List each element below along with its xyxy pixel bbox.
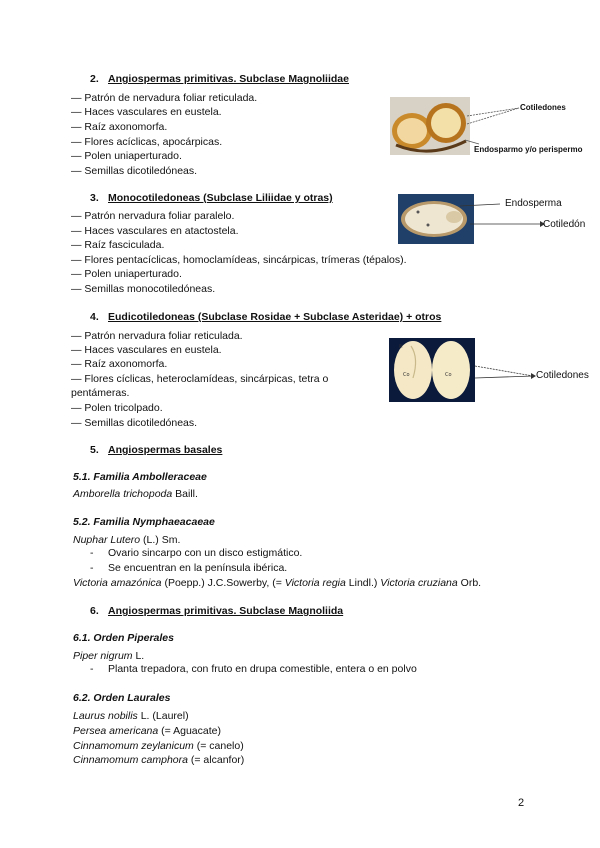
species-author: L. (Laurel) bbox=[137, 710, 189, 722]
species-name: Persea americana bbox=[73, 725, 159, 737]
figure-label: Cotiledones bbox=[536, 370, 589, 381]
list-item: pentámeras. bbox=[71, 387, 130, 399]
list-item: — Semillas dicotiledóneas. bbox=[71, 165, 198, 177]
list-item: Se encuentran en la península ibérica. bbox=[108, 562, 288, 574]
species-name: Victoria regia bbox=[284, 577, 346, 589]
section-title: Angiospermas basales bbox=[108, 444, 223, 456]
section-title: Angiospermas primitivas. Subclase Magnoliidae bbox=[108, 73, 349, 85]
subsection-title: 5.1. Familia Ambolleraceae bbox=[73, 471, 207, 483]
species-name: Amborella trichopoda bbox=[73, 488, 173, 500]
list-item: — Raíz fasciculada. bbox=[71, 239, 165, 251]
bullet-dash: - bbox=[90, 562, 94, 574]
section-5-heading bbox=[90, 444, 222, 456]
species-name: Laurus nobilis bbox=[73, 710, 138, 722]
list-item: — Raíz axonomorfa. bbox=[71, 121, 168, 133]
figure-label: Endosperma bbox=[505, 198, 562, 209]
section-number: 4. bbox=[90, 311, 99, 323]
subsection-title: 6.2. Orden Laurales bbox=[73, 692, 171, 704]
figure-label: Cotiledones bbox=[520, 103, 566, 112]
species-line bbox=[73, 533, 180, 547]
species-author: (= Aguacate) bbox=[158, 725, 221, 737]
species-line bbox=[73, 753, 244, 767]
section-number: 5. bbox=[90, 444, 99, 456]
list-item: Ovario sincarpo con un disco estigmático. bbox=[108, 547, 303, 559]
list-item: — Haces vasculares en eustela. bbox=[71, 344, 222, 356]
figure-label: Endosparmo y/o perispermo bbox=[474, 145, 583, 154]
list-item: — Polen tricolpado. bbox=[71, 402, 163, 414]
species-author: (= canelo) bbox=[193, 740, 244, 752]
species-author: L. bbox=[132, 650, 145, 662]
species-author: Lindl.) bbox=[345, 577, 381, 589]
svg-text:Pl: Pl bbox=[399, 344, 403, 349]
label-arrows bbox=[465, 100, 525, 145]
species-name: Nuphar Lutero bbox=[73, 534, 141, 546]
figure-label: Cotiledón bbox=[543, 219, 586, 230]
species-author: (Poepp.) J.C.Sowerby, (= bbox=[161, 577, 285, 589]
list-item: — Patrón nervadura foliar paralelo. bbox=[71, 210, 235, 222]
species-line bbox=[73, 724, 221, 738]
list-item: — Polen uniaperturado. bbox=[71, 150, 182, 162]
species-author: Orb. bbox=[457, 577, 482, 589]
subsection-title: 5.2. Familia Nymphaeacaeae bbox=[73, 516, 215, 528]
section-4-heading bbox=[90, 311, 441, 323]
list-item: — Raíz axonomorfa. bbox=[71, 358, 168, 370]
species-name: Cinnamomum zeylanicum bbox=[73, 740, 194, 752]
svg-text:Co: Co bbox=[403, 372, 410, 378]
species-name: Victoria amazónica bbox=[73, 577, 162, 589]
section-title: Angiospermas primitivas. Subclase Magnoliida bbox=[108, 605, 344, 617]
section-3-heading bbox=[90, 192, 333, 204]
list-item: — Semillas monocotiledóneas. bbox=[71, 283, 216, 295]
list-item: — Flores cíclicas, heteroclamídeas, sincárpicas, tetra o bbox=[71, 373, 329, 385]
list-item: Planta trepadora, con fruto en drupa comestible, entera o en polvo bbox=[108, 663, 417, 675]
list-item: — Polen uniaperturado. bbox=[71, 268, 182, 280]
section-number: 2. bbox=[90, 73, 99, 85]
section-number: 3. bbox=[90, 192, 99, 204]
list-item: — Flores pentacíclicas, homoclamídeas, sincárpicas, trímeras (tépalos). bbox=[71, 254, 407, 266]
species-name: Piper nigrum bbox=[73, 650, 133, 662]
seed-illustration bbox=[390, 97, 470, 155]
list-item: — Semillas dicotiledóneas. bbox=[71, 417, 198, 429]
list-item: — Patrón de nervadura foliar reticulada. bbox=[71, 92, 258, 104]
species-author: (= alcanfor) bbox=[187, 754, 245, 766]
species-author: Baill. bbox=[172, 488, 198, 500]
bullet-dash: - bbox=[90, 663, 94, 675]
species-name: Cinnamomum camphora bbox=[73, 754, 188, 766]
list-item: — Flores acíclicas, apocárpicas. bbox=[71, 136, 223, 148]
species-line bbox=[73, 487, 198, 501]
list-item: — Haces vasculares en eustela. bbox=[71, 106, 222, 118]
subsection-title: 6.1. Orden Piperales bbox=[73, 632, 174, 644]
section-6-heading bbox=[90, 605, 343, 617]
species-line bbox=[73, 709, 189, 723]
species-author: (L.) Sm. bbox=[140, 534, 181, 546]
seed-figure-magnoliidae bbox=[390, 97, 470, 155]
species-line bbox=[73, 649, 144, 663]
page-number: 2 bbox=[518, 797, 525, 809]
seed-figure-eudicot bbox=[389, 338, 475, 402]
list-item: — Haces vasculares en atactostela. bbox=[71, 225, 239, 237]
species-line bbox=[73, 739, 244, 753]
section-title: Monocotiledoneas (Subclase Liliidae y otras) bbox=[108, 192, 333, 204]
species-line-victoria bbox=[73, 576, 481, 590]
section-2-heading bbox=[90, 73, 349, 85]
bullet-dash: - bbox=[90, 547, 94, 559]
species-name: Victoria cruziana bbox=[380, 577, 458, 589]
label-arrows bbox=[475, 362, 537, 384]
svg-text:Co: Co bbox=[445, 372, 452, 378]
section-title: Eudicotiledoneas (Subclase Rosidae + Subclase Asteridae) + otros bbox=[108, 311, 442, 323]
seed-illustration bbox=[389, 338, 475, 402]
list-item: — Patrón nervadura foliar reticulada. bbox=[71, 330, 243, 342]
section-number: 6. bbox=[90, 605, 99, 617]
